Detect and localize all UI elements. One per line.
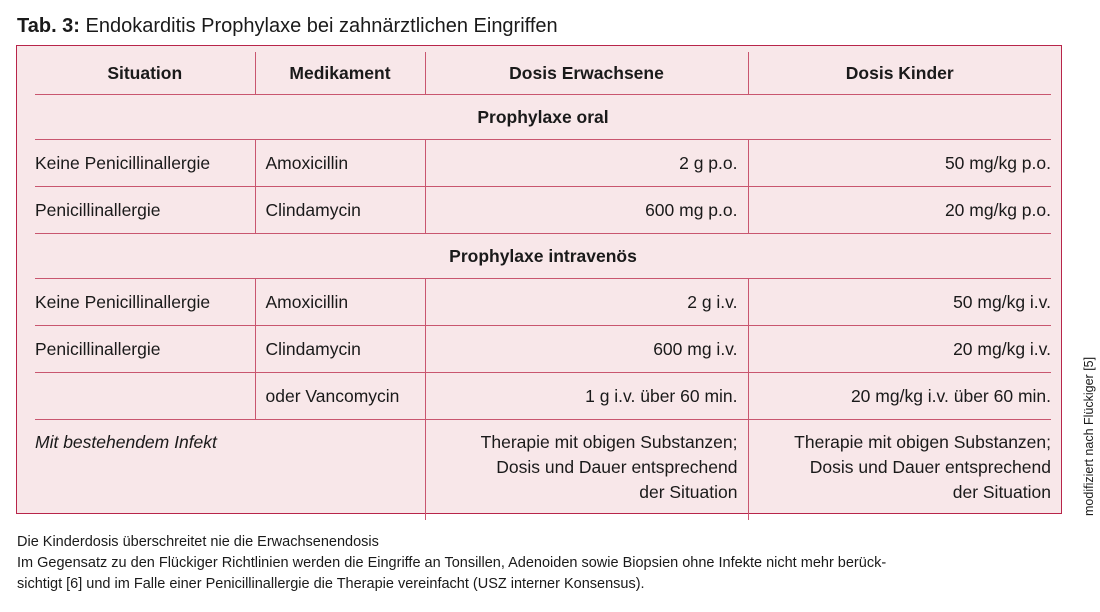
table-panel <box>16 45 1062 514</box>
header-medikament: Medikament <box>255 52 425 95</box>
cell-situation: Keine Penicillinallergie <box>35 279 255 326</box>
cell-dosis-kinder: 20 mg/kg i.v. <box>748 326 1051 373</box>
cell-medikament: oder Vancomycin <box>255 373 425 420</box>
cell-line: Therapie mit obigen Substanzen; <box>794 432 1051 452</box>
table-row <box>35 187 1051 234</box>
cell-dosis-kinder: 20 mg/kg p.o. <box>748 187 1051 234</box>
cell-line: Dosis und Dauer entsprechend <box>809 457 1051 477</box>
cell-dosis-kinder: 20 mg/kg i.v. über 60 min. <box>748 373 1051 420</box>
table-row <box>35 326 1051 373</box>
cell-line: Therapie mit obigen Substanzen; <box>480 432 738 452</box>
header-dosis-erwachsene: Dosis Erwachsene <box>425 52 748 95</box>
cell-dosis-kinder: 50 mg/kg i.v. <box>748 279 1051 326</box>
cell-dosis-erwachsene: 2 g p.o. <box>425 140 748 187</box>
footnotes <box>17 532 1057 595</box>
prophylaxis-table <box>35 52 1051 520</box>
footnote-line: Im Gegensatz zu den Flückiger Richtlinien werden die Eingriffe an Tonsillen, Adenoiden sowie Biopsien ohne Infekte nicht mehr berück- <box>17 555 887 571</box>
cell-line: Dosis und Dauer entsprechend <box>496 457 738 477</box>
header-situation: Situation <box>35 52 255 95</box>
cell-dosis-kinder-infekt <box>748 420 1051 521</box>
cell-line: der Situation <box>952 482 1051 502</box>
source-note: modifiziert nach Flückiger [5] <box>1082 356 1096 516</box>
table-number: Tab. 3: <box>17 15 80 37</box>
cell-line: der Situation <box>639 482 738 502</box>
table-row <box>35 279 1051 326</box>
cell-situation: Penicillinallergie <box>35 326 255 373</box>
cell-dosis-erwachsene: 2 g i.v. <box>425 279 748 326</box>
cell-dosis-erwachsene: 600 mg i.v. <box>425 326 748 373</box>
table-row-infekt <box>35 420 1051 521</box>
cell-dosis-kinder: 50 mg/kg p.o. <box>748 140 1051 187</box>
cell-situation <box>35 373 255 420</box>
footnote-line: Die Kinderdosis überschreitet nie die Erwachsenendosis <box>17 534 379 550</box>
footnote-line: sichtigt [6] und im Falle einer Penicillinallergie die Therapie vereinfacht (USZ interner Konsensus). <box>17 576 645 592</box>
cell-situation-infekt: Mit bestehendem Infekt <box>35 432 217 452</box>
header-dosis-kinder: Dosis Kinder <box>748 52 1051 95</box>
table-row <box>35 140 1051 187</box>
cell-dosis-erwachsene: 600 mg p.o. <box>425 187 748 234</box>
cell-medikament: Clindamycin <box>255 187 425 234</box>
section-heading-oral: Prophylaxe oral <box>35 95 1051 140</box>
section-row <box>35 95 1051 140</box>
table-title <box>17 13 558 39</box>
cell-medikament: Amoxicillin <box>255 140 425 187</box>
cell-situation: Penicillinallergie <box>35 187 255 234</box>
table-row <box>35 373 1051 420</box>
header-row <box>35 52 1051 95</box>
cell-dosis-erwachsene: 1 g i.v. über 60 min. <box>425 373 748 420</box>
section-heading-intravenoes: Prophylaxe intravenös <box>35 234 1051 279</box>
table-title-text: Endokarditis Prophylaxe bei zahnärztlichen Eingriffen <box>85 15 558 37</box>
cell-medikament: Amoxicillin <box>255 279 425 326</box>
cell-medikament: Clindamycin <box>255 326 425 373</box>
section-row <box>35 234 1051 279</box>
cell-dosis-erwachsene-infekt <box>425 420 748 521</box>
cell-situation: Keine Penicillinallergie <box>35 140 255 187</box>
